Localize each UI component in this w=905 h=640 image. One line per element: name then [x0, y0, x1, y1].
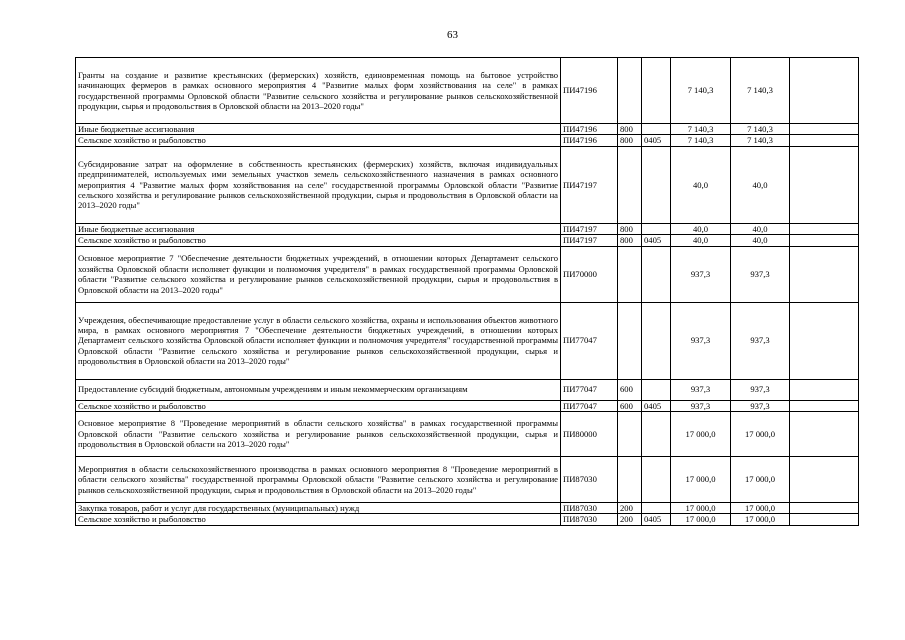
row-code: ПИ70000	[561, 246, 618, 302]
row-section: 0405	[642, 235, 671, 246]
row-amount-2: 7 140,3	[731, 124, 790, 135]
row-name: Сельское хозяйство и рыболовство	[76, 400, 561, 411]
row-expense-type: 800	[618, 124, 642, 135]
table-row	[76, 58, 859, 124]
row-name: Субсидирование затрат на оформление в собственность крестьянских (фермерских) хозяйств, включая индивидуальных предпринимателей, используемых ими земельных участков земель сельскохозяйственного назначения в рамках основного мероприятия 4 "Развитие малых форм хозяйствования на селе" государственной программы Орловской области "Развитие сельского хозяйства и регулирование рынков сельскохозяйственной продукции, сырья и продовольствия в Орловской области на 2013–2020 годы"	[76, 146, 561, 223]
row-section	[642, 412, 671, 457]
row-amount-2: 17 000,0	[731, 514, 790, 525]
row-extra	[790, 400, 859, 411]
row-code: ПИ80000	[561, 412, 618, 457]
row-expense-type	[618, 146, 642, 223]
row-name: Закупка товаров, работ и услуг для государственных (муниципальных) нужд	[76, 503, 561, 514]
table-row	[76, 146, 859, 223]
row-extra	[790, 146, 859, 223]
row-code: ПИ87030	[561, 514, 618, 525]
row-name: Гранты на создание и развитие крестьянских (фермерских) хозяйств, единовременная помощь на бытовое устройство начинающих фермеров в рамках основного мероприятия 4 "Развитие малых форм хозяйствования на селе" в рамках государственной программы Орловской области "Развитие сельского хозяйства и регулирование рынков сельскохозяйственной продукции, сырья и продовольствия в Орловской области на 2013–2020 годы"	[76, 58, 561, 124]
row-expense-type	[618, 302, 642, 379]
row-code: ПИ77047	[561, 302, 618, 379]
row-code: ПИ77047	[561, 379, 618, 400]
row-amount-2: 40,0	[731, 146, 790, 223]
row-amount: 937,3	[671, 302, 731, 379]
row-expense-type: 800	[618, 235, 642, 246]
row-expense-type	[618, 412, 642, 457]
row-expense-type: 200	[618, 514, 642, 525]
row-section: 0405	[642, 400, 671, 411]
row-amount: 40,0	[671, 223, 731, 234]
table-row	[76, 135, 859, 146]
table-row	[76, 412, 859, 457]
row-section: 0405	[642, 135, 671, 146]
row-section	[642, 124, 671, 135]
row-extra	[790, 124, 859, 135]
row-amount-2: 937,3	[731, 379, 790, 400]
row-amount: 7 140,3	[671, 58, 731, 124]
row-name: Сельское хозяйство и рыболовство	[76, 135, 561, 146]
row-amount-2: 40,0	[731, 235, 790, 246]
row-extra	[790, 302, 859, 379]
table-row	[76, 246, 859, 302]
row-expense-type	[618, 246, 642, 302]
row-section	[642, 302, 671, 379]
row-section: 0405	[642, 514, 671, 525]
row-extra	[790, 135, 859, 146]
row-name: Сельское хозяйство и рыболовство	[76, 514, 561, 525]
row-name: Предоставление субсидий бюджетным, автономным учреждениям и иным некоммерческим организациям	[76, 379, 561, 400]
row-amount: 937,3	[671, 379, 731, 400]
row-name: Основное мероприятие 7 "Обеспечение деятельности бюджетных учреждений, в отношении которых Департамент сельского хозяйства Орловской области исполняет функции и полномочия учредителя" в рамках государственной программы Орловской области "Развитие сельского хозяйства и регулирование рынков сельскохозяйственной продукции, сырья и продовольствия в Орловской области на 2013–2020 годы"	[76, 246, 561, 302]
row-expense-type: 600	[618, 400, 642, 411]
row-amount: 17 000,0	[671, 412, 731, 457]
row-amount: 937,3	[671, 246, 731, 302]
row-name: Основное мероприятие 8 "Проведение мероприятий в области сельского хозяйства" в рамках государственной программы Орловской области "Развитие сельского хозяйства и регулирование рынков сельскохозяйственной продукции, сырья и продовольствия в Орловской области на 2013–2020 годы"	[76, 412, 561, 457]
row-code: ПИ47197	[561, 146, 618, 223]
row-code: ПИ77047	[561, 400, 618, 411]
row-extra	[790, 246, 859, 302]
row-amount: 7 140,3	[671, 135, 731, 146]
row-code: ПИ87030	[561, 457, 618, 503]
row-section	[642, 223, 671, 234]
row-section	[642, 58, 671, 124]
row-expense-type: 200	[618, 503, 642, 514]
row-name: Иные бюджетные ассигнования	[76, 223, 561, 234]
row-amount: 17 000,0	[671, 503, 731, 514]
row-amount-2: 17 000,0	[731, 503, 790, 514]
row-amount-2: 40,0	[731, 223, 790, 234]
table-row	[76, 503, 859, 514]
row-amount: 17 000,0	[671, 514, 731, 525]
row-extra	[790, 503, 859, 514]
row-extra	[790, 235, 859, 246]
row-name: Сельское хозяйство и рыболовство	[76, 235, 561, 246]
table-row	[76, 514, 859, 525]
row-section	[642, 379, 671, 400]
budget-table-body	[76, 58, 859, 526]
row-name: Мероприятия в области сельскохозяйственного производства в рамках основного мероприятия 8 "Проведение мероприятий в области сельского хозяйства" государственной программы Орловской области "Развитие сельского хозяйства и регулирование рынков сельскохозяйственной продукции, сырья и продовольствия в Орловской области на 2013–2020 годы"	[76, 457, 561, 503]
row-code: ПИ47197	[561, 235, 618, 246]
budget-table	[75, 57, 859, 526]
row-extra	[790, 223, 859, 234]
row-expense-type: 800	[618, 135, 642, 146]
row-amount: 40,0	[671, 146, 731, 223]
table-row	[76, 400, 859, 411]
row-amount-2: 937,3	[731, 246, 790, 302]
table-row	[76, 235, 859, 246]
row-amount: 40,0	[671, 235, 731, 246]
row-expense-type	[618, 58, 642, 124]
row-extra	[790, 457, 859, 503]
row-amount: 17 000,0	[671, 457, 731, 503]
row-expense-type: 800	[618, 223, 642, 234]
table-row	[76, 223, 859, 234]
row-amount: 7 140,3	[671, 124, 731, 135]
row-code: ПИ47196	[561, 135, 618, 146]
row-extra	[790, 58, 859, 124]
row-amount-2: 937,3	[731, 400, 790, 411]
row-amount-2: 7 140,3	[731, 135, 790, 146]
row-amount-2: 7 140,3	[731, 58, 790, 124]
table-row	[76, 379, 859, 400]
row-amount-2: 17 000,0	[731, 457, 790, 503]
table-row	[76, 457, 859, 503]
row-amount: 937,3	[671, 400, 731, 411]
row-section	[642, 457, 671, 503]
row-code: ПИ47196	[561, 124, 618, 135]
row-section	[642, 503, 671, 514]
row-name: Учреждения, обеспечивающие предоставление услуг в области сельского хозяйства, охраны и использования объектов животного мира, в рамках основного мероприятия 7 "Обеспечение деятельности бюджетных учреждений, в отношении которых Департамент сельского хозяйства Орловской области исполняет функции и полномочия учредителя" государственной программы Орловской области "Развитие сельского хозяйства и регулирование рынков сельскохозяйственной продукции, сырья и продовольствия в Орловской области на 2013–2020 годы"	[76, 302, 561, 379]
row-expense-type	[618, 457, 642, 503]
row-amount-2: 937,3	[731, 302, 790, 379]
row-extra	[790, 379, 859, 400]
row-extra	[790, 514, 859, 525]
row-expense-type: 600	[618, 379, 642, 400]
page-number: 63	[447, 29, 458, 41]
row-amount-2: 17 000,0	[731, 412, 790, 457]
row-extra	[790, 412, 859, 457]
table-row	[76, 302, 859, 379]
row-section	[642, 146, 671, 223]
table-row	[76, 124, 859, 135]
row-code: ПИ87030	[561, 503, 618, 514]
row-code: ПИ47196	[561, 58, 618, 124]
row-name: Иные бюджетные ассигнования	[76, 124, 561, 135]
row-section	[642, 246, 671, 302]
row-code: ПИ47197	[561, 223, 618, 234]
